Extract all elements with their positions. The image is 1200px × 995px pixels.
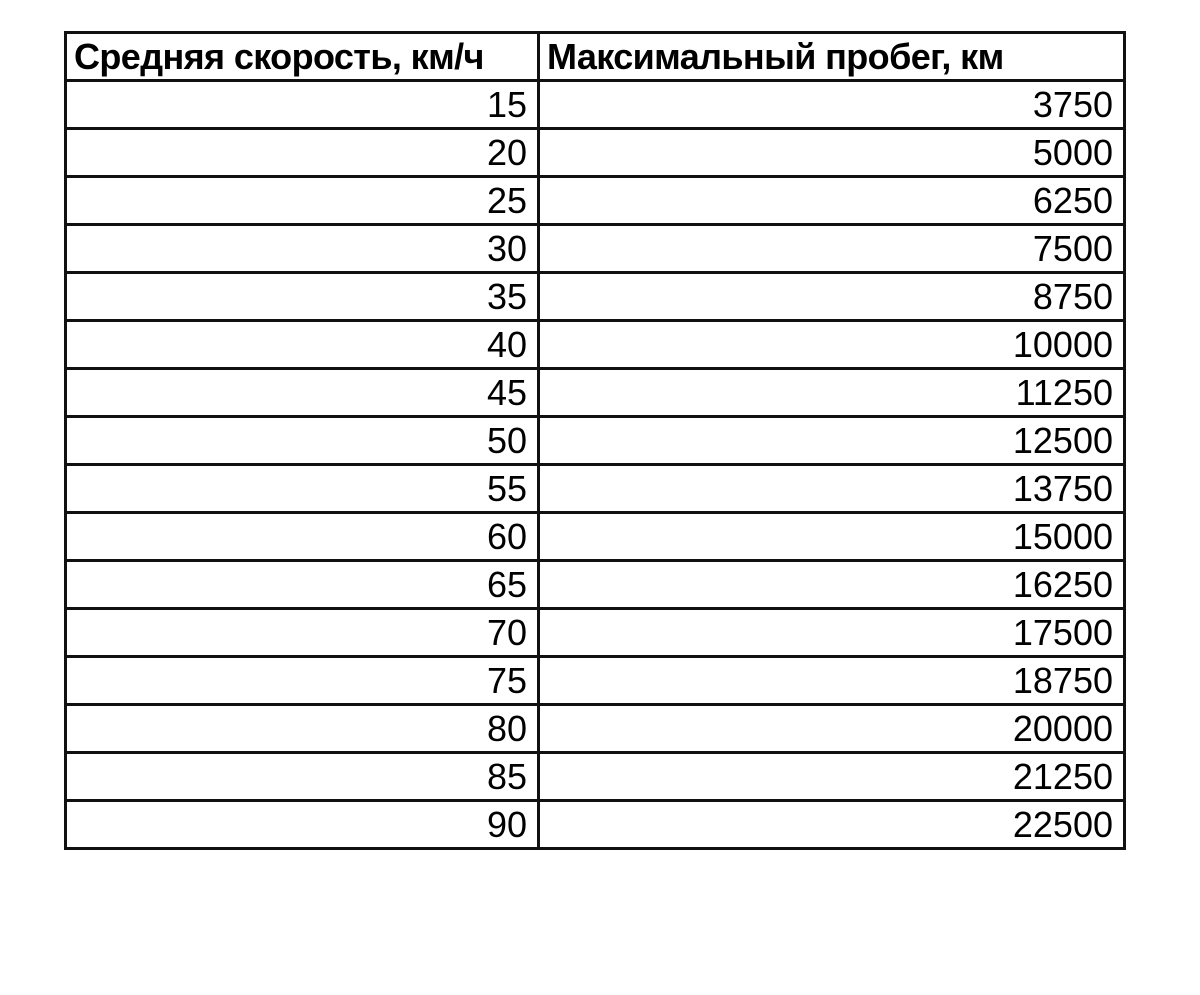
- range-cell: 15000: [539, 513, 1125, 561]
- range-cell: 11250: [539, 369, 1125, 417]
- range-cell: 16250: [539, 561, 1125, 609]
- speed-cell: 60: [66, 513, 539, 561]
- speed-cell: 45: [66, 369, 539, 417]
- range-cell: 10000: [539, 321, 1125, 369]
- table-body: [66, 81, 1125, 849]
- speed-cell: 50: [66, 417, 539, 465]
- speed-cell: 20: [66, 129, 539, 177]
- speed-cell: 30: [66, 225, 539, 273]
- header-row: [66, 33, 1125, 81]
- range-cell: 21250: [539, 753, 1125, 801]
- speed-cell: 85: [66, 753, 539, 801]
- speed-cell: 70: [66, 609, 539, 657]
- speed-cell: 65: [66, 561, 539, 609]
- table-row: [66, 81, 1125, 129]
- range-cell: 17500: [539, 609, 1125, 657]
- range-cell: 13750: [539, 465, 1125, 513]
- table-row: [66, 321, 1125, 369]
- range-cell: 3750: [539, 81, 1125, 129]
- table-row: [66, 801, 1125, 849]
- table-row: [66, 273, 1125, 321]
- speed-cell: 80: [66, 705, 539, 753]
- range-cell: 7500: [539, 225, 1125, 273]
- speed-range-table: [64, 31, 1126, 850]
- range-cell: 5000: [539, 129, 1125, 177]
- table-row: [66, 225, 1125, 273]
- table-row: [66, 705, 1125, 753]
- speed-cell: 25: [66, 177, 539, 225]
- table-row: [66, 657, 1125, 705]
- table-row: [66, 177, 1125, 225]
- table-row: [66, 753, 1125, 801]
- speed-cell: 35: [66, 273, 539, 321]
- table-row: [66, 129, 1125, 177]
- range-cell: 20000: [539, 705, 1125, 753]
- speed-cell: 40: [66, 321, 539, 369]
- range-cell: 18750: [539, 657, 1125, 705]
- table-row: [66, 369, 1125, 417]
- table-row: [66, 417, 1125, 465]
- range-cell: 12500: [539, 417, 1125, 465]
- header-max-range: Максимальный пробег, км: [539, 33, 1125, 81]
- speed-cell: 55: [66, 465, 539, 513]
- range-cell: 22500: [539, 801, 1125, 849]
- table-row: [66, 561, 1125, 609]
- table-row: [66, 465, 1125, 513]
- speed-cell: 15: [66, 81, 539, 129]
- table-row: [66, 513, 1125, 561]
- header-average-speed: Средняя скорость, км/ч: [66, 33, 539, 81]
- table-row: [66, 609, 1125, 657]
- range-cell: 8750: [539, 273, 1125, 321]
- range-cell: 6250: [539, 177, 1125, 225]
- speed-cell: 90: [66, 801, 539, 849]
- speed-cell: 75: [66, 657, 539, 705]
